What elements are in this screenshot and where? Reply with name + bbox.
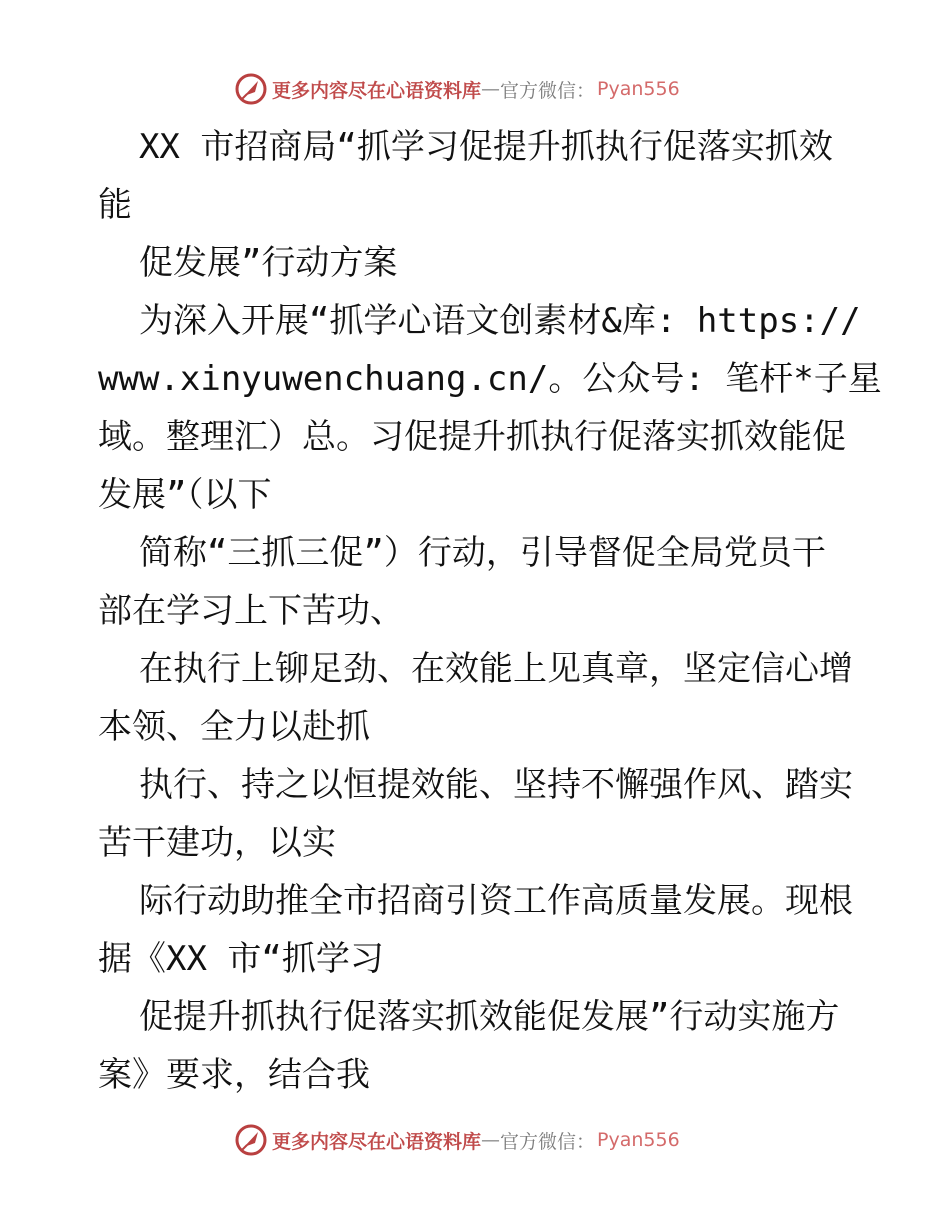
document-body: [98, 118, 882, 1104]
banner-dash: —: [481, 1129, 501, 1151]
body-line: 执行、持之以恒提效能、坚持不懈强作风、踏实: [98, 765, 853, 805]
quill-logo-icon: [234, 72, 268, 106]
banner-wechat-id: Pyan556: [597, 78, 680, 100]
banner-wechat-label: 官方微信：: [500, 79, 596, 102]
body-line: 部在学习上下苦功、: [98, 591, 404, 631]
body-line: 据《XX 市“抓学习: [98, 939, 384, 979]
body-line: XX 市招商局“抓学习促提升抓执行促落实抓效: [98, 127, 833, 167]
body-line: www.xinyuwenchuang.cn/。公众号: 笔杆*子星: [98, 359, 882, 399]
body-line: 在执行上铆足劲、在效能上见真章，坚定信心增: [98, 649, 853, 689]
quill-logo-icon: [234, 1123, 268, 1157]
banner-dash: —: [481, 78, 501, 100]
banner-wechat-label: 官方微信：: [500, 1130, 596, 1153]
body-line: 本领、全力以赴抓: [98, 707, 370, 747]
body-line: 案》要求，结合我: [98, 1055, 370, 1095]
banner-main-text: 更多内容尽在心语资料库: [272, 79, 482, 102]
body-line: 促提升抓执行促落实抓效能促发展”行动实施方: [98, 997, 840, 1037]
body-line: 际行动助推全市招商引资工作高质量发展。现根: [98, 881, 853, 921]
footer-banner: [234, 1123, 714, 1157]
banner-wechat-id: Pyan556: [597, 1129, 680, 1151]
body-line: 苦干建功，以实: [98, 823, 336, 863]
body-line: 发展”（以下: [98, 475, 272, 515]
body-line: 促发展”行动方案: [98, 243, 398, 283]
body-line: 能: [98, 185, 132, 225]
banner-main-text: 更多内容尽在心语资料库: [272, 1130, 482, 1153]
body-line: 为深入开展“抓学心语文创素材&库: https://: [98, 301, 861, 341]
header-banner: [234, 72, 714, 106]
body-line: 域。整理汇）总。习促提升抓执行促落实抓效能促: [98, 417, 846, 457]
body-line: 简称“三抓三促”）行动，引导督促全局党员干: [98, 533, 826, 573]
